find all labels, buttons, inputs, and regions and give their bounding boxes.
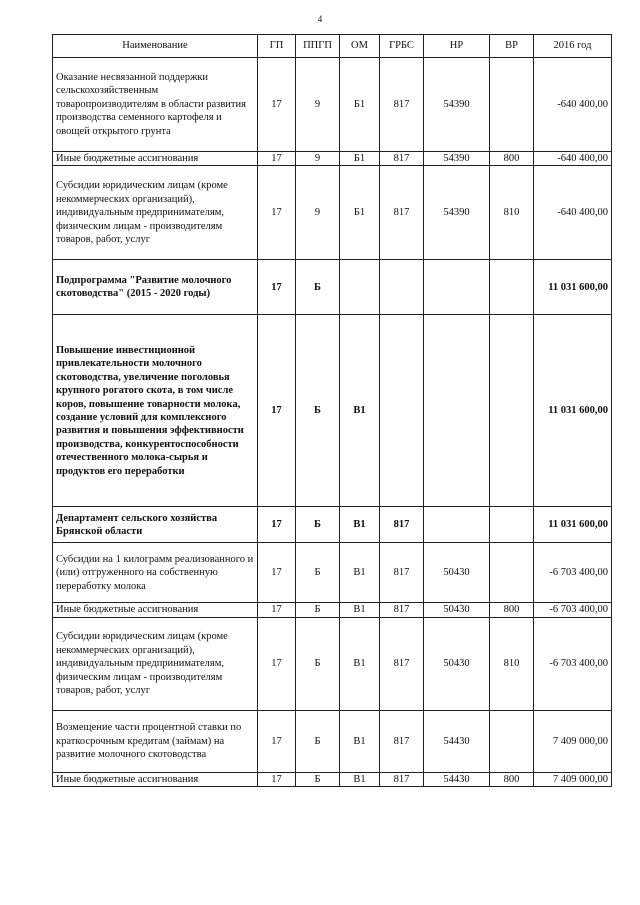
cell-gp: 17 (258, 166, 296, 260)
cell-ppgp: 9 (296, 152, 340, 166)
cell-sum: 7 409 000,00 (534, 710, 612, 772)
cell-om: Б1 (340, 166, 380, 260)
cell-sum: 11 031 600,00 (534, 315, 612, 507)
cell-gp: 17 (258, 260, 296, 315)
cell-grbs: 817 (380, 543, 424, 603)
cell-sum: -640 400,00 (534, 166, 612, 260)
cell-ppgp: Б (296, 315, 340, 507)
cell-name: Иные бюджетные ассигнования (53, 772, 258, 786)
table-row (53, 603, 612, 617)
cell-ppgp: Б (296, 710, 340, 772)
cell-vr: 810 (490, 166, 534, 260)
cell-name: Повышение инвестиционной привлекательности молочного скотоводства, увеличение поголовья крупного рогатого скота, в том числе коров, повышение товарности молока, создание условий для комплексного развития и повышения эффективности производства, конкурентоспособности отечественного молока-сырья и продуктов его переработки (53, 315, 258, 507)
cell-vr (490, 58, 534, 152)
cell-nr: 54430 (424, 772, 490, 786)
cell-ppgp: Б (296, 507, 340, 543)
cell-vr: 800 (490, 603, 534, 617)
table-row (53, 260, 612, 315)
header-row (53, 35, 612, 58)
table-row (53, 152, 612, 166)
cell-grbs: 817 (380, 603, 424, 617)
cell-gp: 17 (258, 507, 296, 543)
cell-grbs: 817 (380, 152, 424, 166)
cell-grbs: 817 (380, 772, 424, 786)
cell-gp: 17 (258, 152, 296, 166)
cell-grbs (380, 315, 424, 507)
cell-nr (424, 260, 490, 315)
cell-ppgp: Б (296, 617, 340, 710)
cell-sum: -6 703 400,00 (534, 543, 612, 603)
cell-vr: 810 (490, 617, 534, 710)
cell-gp: 17 (258, 772, 296, 786)
cell-name: Департамент сельского хозяйства Брянской области (53, 507, 258, 543)
cell-nr (424, 507, 490, 543)
cell-ppgp: Б (296, 772, 340, 786)
cell-name: Иные бюджетные ассигнования (53, 603, 258, 617)
cell-sum: 7 409 000,00 (534, 772, 612, 786)
cell-om: В1 (340, 710, 380, 772)
cell-vr: 800 (490, 772, 534, 786)
cell-name: Оказание несвязанной поддержки сельскохозяйственным товаропроизводителям в области развития производства семенного картофеля и овощей открытого грунта (53, 58, 258, 152)
table-row (53, 507, 612, 543)
page-number: 4 (317, 14, 323, 24)
table-row (53, 710, 612, 772)
cell-vr (490, 710, 534, 772)
cell-vr (490, 260, 534, 315)
cell-grbs: 817 (380, 617, 424, 710)
cell-name: Субсидии на 1 килограмм реализованного и (или) отгруженного на собственную переработку молока (53, 543, 258, 603)
cell-gp: 17 (258, 617, 296, 710)
cell-sum: 11 031 600,00 (534, 507, 612, 543)
cell-grbs: 817 (380, 166, 424, 260)
cell-sum: 11 031 600,00 (534, 260, 612, 315)
cell-sum: -6 703 400,00 (534, 603, 612, 617)
header-ppgp: ППГП (296, 35, 340, 58)
cell-gp: 17 (258, 710, 296, 772)
cell-gp: 17 (258, 543, 296, 603)
cell-om: В1 (340, 507, 380, 543)
header-vr: ВР (490, 35, 534, 58)
cell-ppgp: 9 (296, 58, 340, 152)
cell-om: В1 (340, 315, 380, 507)
cell-ppgp: Б (296, 260, 340, 315)
cell-ppgp: 9 (296, 166, 340, 260)
table-row (53, 315, 612, 507)
cell-gp: 17 (258, 58, 296, 152)
cell-gp: 17 (258, 603, 296, 617)
cell-ppgp: Б (296, 603, 340, 617)
cell-name: Иные бюджетные ассигнования (53, 152, 258, 166)
cell-nr: 54430 (424, 710, 490, 772)
cell-om: В1 (340, 603, 380, 617)
cell-grbs: 817 (380, 507, 424, 543)
cell-vr (490, 507, 534, 543)
cell-name: Подпрограмма "Развитие молочного скотоводства" (2015 - 2020 годы) (53, 260, 258, 315)
cell-om (340, 260, 380, 315)
cell-nr: 54390 (424, 152, 490, 166)
cell-name: Субсидии юридическим лицам (кроме некоммерческих организаций), индивидуальным предпринимателям, физическим лицам - производителям товаров, работ, услуг (53, 166, 258, 260)
cell-name: Возмещение части процентной ставки по краткосрочным кредитам (займам) на развитие молочного скотоводства (53, 710, 258, 772)
cell-sum: -640 400,00 (534, 152, 612, 166)
header-om: ОМ (340, 35, 380, 58)
cell-vr: 800 (490, 152, 534, 166)
header-year: 2016 год (534, 35, 612, 58)
cell-grbs: 817 (380, 710, 424, 772)
cell-om: В1 (340, 543, 380, 603)
cell-grbs: 817 (380, 58, 424, 152)
cell-nr: 50430 (424, 617, 490, 710)
budget-table (52, 34, 612, 787)
cell-om: В1 (340, 772, 380, 786)
cell-nr: 50430 (424, 603, 490, 617)
header-grbs: ГРБС (380, 35, 424, 58)
cell-sum: -6 703 400,00 (534, 617, 612, 710)
cell-grbs (380, 260, 424, 315)
cell-om: Б1 (340, 58, 380, 152)
cell-vr (490, 315, 534, 507)
cell-nr: 50430 (424, 543, 490, 603)
cell-ppgp: Б (296, 543, 340, 603)
cell-name: Субсидии юридическим лицам (кроме некоммерческих организаций), индивидуальным предпринимателям, физическим лицам - производителям товаров, работ, услуг (53, 617, 258, 710)
cell-sum: -640 400,00 (534, 58, 612, 152)
cell-nr (424, 315, 490, 507)
table-row (53, 58, 612, 152)
cell-om: В1 (340, 617, 380, 710)
header-name: Наименование (53, 35, 258, 58)
cell-vr (490, 543, 534, 603)
table-row (53, 543, 612, 603)
table-row (53, 617, 612, 710)
header-gp: ГП (258, 35, 296, 58)
cell-gp: 17 (258, 315, 296, 507)
header-nr: НР (424, 35, 490, 58)
cell-om: Б1 (340, 152, 380, 166)
cell-nr: 54390 (424, 166, 490, 260)
cell-nr: 54390 (424, 58, 490, 152)
table-row (53, 772, 612, 786)
table-row (53, 166, 612, 260)
